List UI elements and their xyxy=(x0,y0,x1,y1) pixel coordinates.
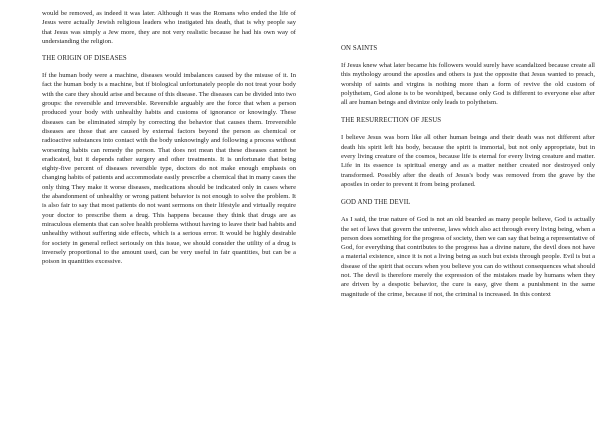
section-body-on-saints: If Jesus knew what later became his followers would surely have scandalized because create all this mythology around the apostles and others is just the opposite that Jesus wanted to preach, worship of saints and virgins is nothing more than a form of revive the old custom of polytheism, God alone is to be worshiped, because only God is different to everyone else after all are human beings and divinize only leads to polytheism. xyxy=(341,62,595,107)
intro-paragraph: would be removed, as indeed it was later. Although it was the Romans who ended the life of Jesus were actually Jewish religious leaders who instigated his death, that is why people say that Jesus was simply a Jew more, they are not very realistic because he had his own way of understanding the religion. xyxy=(42,10,296,45)
section-body-origin-of-diseases: If the human body were a machine, diseases would imbalances caused by the misuse of it. In fact the human body is a machine, but if biological unfortunately people do not treat your body with the care they should arise and because of this disease. The diseases can be divided into two groups: the reversible and irreversible. Reversible arguably are the force that when a person produced your body with unhealthy habits and customs of ignorance or knowingly. These diseases can be eliminated simply by correcting the behavior that causes them. Irreversible diseases are those that are caused by external factors beyond the person as chemical or radioactive substances into contact with the body unknowingly and following a process without worsening habits can remedy the person. That does not mean that these diseases cannot be eradicated, but it depends rather surgery and other treatments. It is unfortunate that being eighty-five percent of diseases reversible type, doctors do not make enough emphasis on changing habits of patients and accommodate easily prescribe a chemical that in many cases the only thing They make it worse diseases, medications should be indicated only in cases where the abandonment of unhealthy or wrong patient behavior is not enough to solve the problem. It is also fair to say that most patients do not want sermons on their lifestyle and virtually require your doctor to prescribe them a drug. This happens because they think that drugs are as miraculous elements that can solve health problems without having to leave their bad habits and unhealthy without suffering side effects, which is a serious error. It would be highly desirable for society in general reflect seriously on this issue, we should consider the utility of a drug is inversely proportional to the amount used, can be very useful in fair quantities, but can be a poison in quantities excessive. xyxy=(42,72,296,266)
right-page xyxy=(341,0,595,424)
section-heading-god-and-devil: GOD AND THE DEVIL xyxy=(341,199,411,207)
section-body-god-and-devil: As I said, the true nature of God is not an old bearded as many people believe, God is actually the set of laws that govern the universe, laws which also act through every living being, when a person does something for the progress of society, then we can say that being a representative of God, for everything that contributes to the progress has a divine nature, the devil does not have a material existence, since it is not a living being as such but exists through people. Evil is but a disease of the spirit that occurs when you believe you can do without consequences what should not. The devil is therefore merely the expression of the mistakes made by humans when they are driven by a despotic behavior, the cure is easy, give them a punishment in the same magnitude of the crime, because if not, the criminal is increased. In this context xyxy=(341,216,595,298)
section-body-resurrection: I believe Jesus was born like all other human beings and their death was not different after death his spirit left his body, because the spirit is immortal, but not only appropriate, but in every living creature of the cosmos, because life is eternal for every living creature and matter. Life in its essence is spiritual energy and as a matter neither created nor destroyed only transformed. Possibly after the death of Jesus's body was removed from the grave by the apostles in order to prevent it from being profaned. xyxy=(341,134,595,188)
left-page xyxy=(42,0,296,424)
section-heading-on-saints: ON SAINTS xyxy=(341,45,378,52)
section-heading-origin-of-diseases: THE ORIGIN OF DISEASES xyxy=(42,55,127,63)
section-heading-resurrection: THE RESURRECTION OF JESUS xyxy=(341,117,442,125)
